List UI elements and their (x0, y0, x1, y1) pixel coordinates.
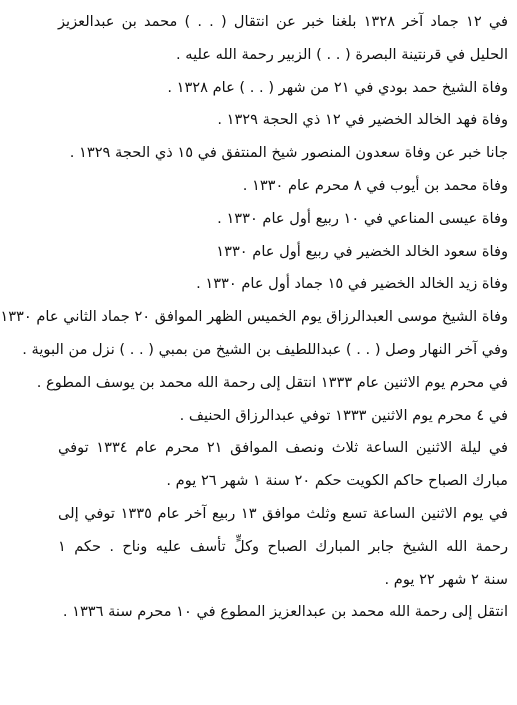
entry-death-fahad-alkhudair (58, 104, 508, 137)
text-line: في ٤ محرم يوم الاثنين ١٣٣٣ توفي عبدالرزاق الحنيف . (179, 406, 508, 424)
entry-death-mubarak-alsabah (58, 432, 508, 498)
text-line: وفاة سعود الخالد الخضير في ربيع أول عام ١٣٣٠ (216, 242, 508, 260)
text-line: انتقل إلى رحمة الله محمد بن عبدالعزيز المطوع في ١٠ محرم سنة ١٣٣٦ . (62, 603, 508, 621)
text-line: وفاة الشيخ حمد بودي في ٢١ من شهر ( . . ) عام ١٣٢٨ . (167, 78, 508, 96)
text-line: وفاة الشيخ موسى العبدالرزاق يوم الخميس الظهر الموافق ٢٠ جماد الثاني عام ١٣٣٠ (0, 308, 508, 326)
text-line: في ليلة الاثنين الساعة ثلاث ونصف الموافق ٢١ محرم عام ١٣٣٤ توفي (58, 439, 508, 457)
entry-death-mohammed-ayoub (58, 170, 508, 203)
entry-death-zaid-alkhudair (58, 268, 508, 301)
entry-death-hamad-boudi (58, 72, 508, 105)
text-line: رحمة الله الشيخ جابر المبارك الصباح وكلٍّ تأسف عليه وناح . حكم ١ (58, 537, 508, 555)
text-line: مبارك الصباح حاكم الكويت حكم ٢٠ سنة ١ شهر ٢٦ يوم . (166, 472, 508, 490)
text-line: وفاة زيد الخالد الخضير في ١٥ جماد أول عام ١٣٣٠ . (196, 275, 508, 293)
text-line: سنة ٢ شهر ٢٢ يوم . (384, 570, 508, 588)
entry-death-eisa-almanaei (58, 203, 508, 236)
text-line: وفاة عيسى المناعي في ١٠ ربيع أول عام ١٣٣٠ . (217, 209, 508, 227)
text-line: الحليل في قرنتينة البصرة ( . . ) الزبير رحمة الله عليه . (175, 45, 508, 63)
text-line: وفاة فهد الخالد الخضير في ١٢ ذي الحجة ١٣٢٩ . (217, 111, 508, 129)
entry-death-saud-alkhudair (58, 236, 508, 269)
entry-death-mousa-alabdulrazzaq (0, 301, 508, 367)
entry-death-mohammed-abdulaziz-almutawa (58, 596, 508, 629)
entry-death-saadoun-almansour (58, 137, 508, 170)
entry-death-mohammed-almutawa (36, 367, 508, 400)
text-line: وفاة محمد بن أيوب في ٨ محرم عام ١٣٣٠ . (242, 176, 508, 194)
text-line: في محرم يوم الاثنين عام ١٣٣٣ انتقل إلى رحمة الله محمد بن يوسف المطوع . (36, 373, 508, 391)
text-line: في يوم الاثنين الساعة تسع وثلث موافق ١٣ ربيع آخر عام ١٣٣٥ توفي إلى (58, 504, 509, 522)
text-line: في ١٢ جماد آخر ١٣٢٨ بلغنا خبر عن انتقال ( . . ) محمد بن عبدالعزيز (58, 13, 508, 30)
entry-death-jaber-almubarak (58, 498, 508, 596)
text-line: وفي آخر النهار وصل ( . . ) عبداللطيف بن الشيخ من بمبي ( . . ) نزل من البوية . (22, 340, 508, 358)
entry-death-abdulrazzaq-alhunaif (58, 400, 508, 433)
entry-death-mohammed-alhalil (58, 6, 508, 72)
text-line: جانا خبر عن وفاة سعدون المنصور شيخ المنتفق في ١٥ ذي الحجة ١٣٢٩ . (69, 144, 508, 162)
